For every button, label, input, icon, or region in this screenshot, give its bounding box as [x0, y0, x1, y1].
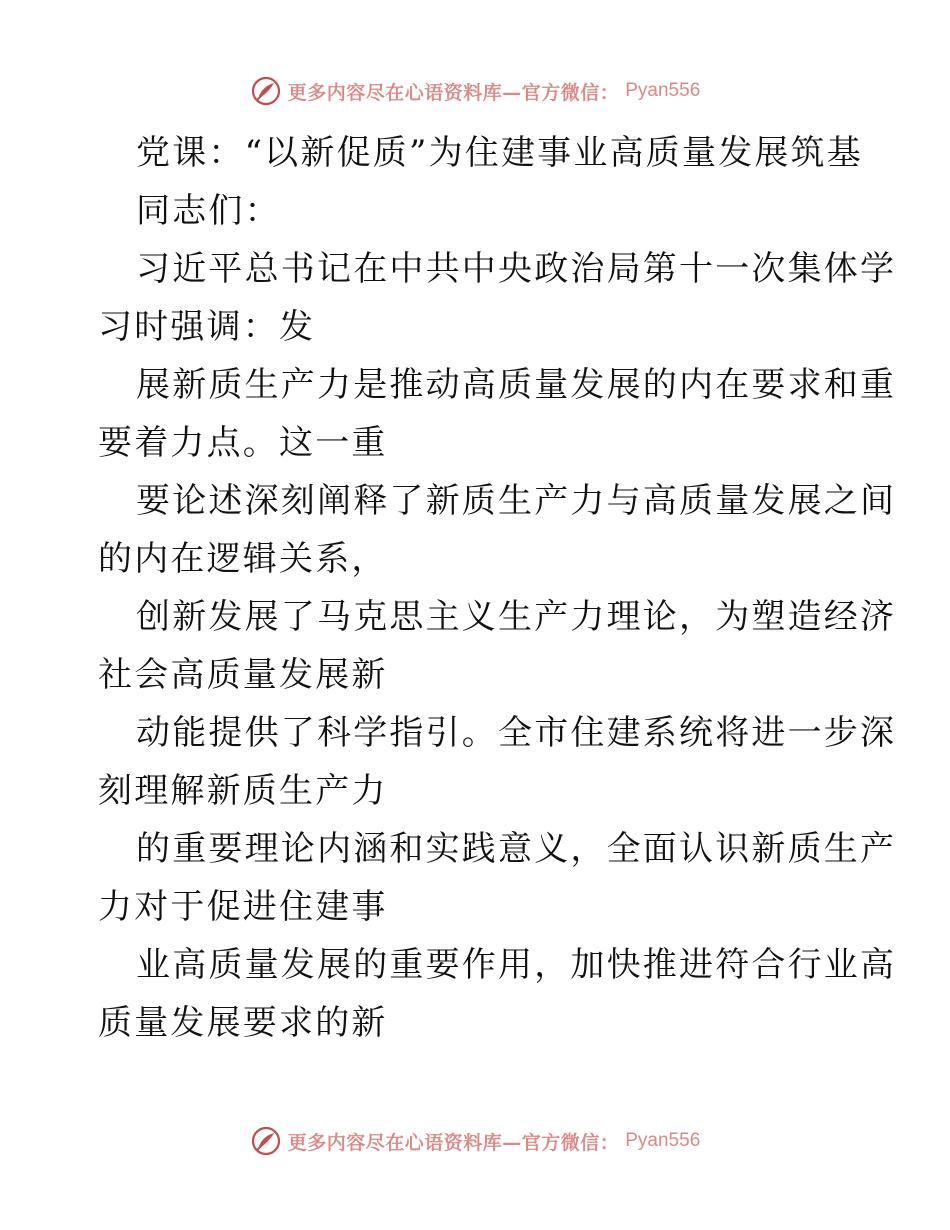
rose-pen-logo-icon [250, 1125, 282, 1157]
paragraph-line: 力对于促进住建事 [98, 887, 388, 927]
paragraph-line: 质量发展要求的新 [98, 1003, 388, 1043]
paragraph-line: 要论述深刻阐释了新质生产力与高质量发展之间 [136, 481, 897, 521]
paragraph-line: 业高质量发展的重要作用，加快推进符合行业高 [136, 945, 897, 985]
watermark-text: 更多内容尽在心语资料库—官方微信： [287, 81, 620, 104]
paragraph-line: 的内在逻辑关系， [98, 539, 388, 579]
paragraph-line: 刻理解新质生产力 [98, 771, 388, 811]
watermark-contact: Pyan556 [625, 80, 701, 101]
watermark-contact: Pyan556 [625, 1130, 701, 1151]
paragraph-line: 同志们： [136, 191, 281, 231]
watermark-text: 更多内容尽在心语资料库—官方微信： [287, 1131, 620, 1154]
paragraph-line: 社会高质量发展新 [98, 655, 388, 695]
paragraph-line: 要着力点。这一重 [98, 423, 388, 463]
paragraph-line: 习近平总书记在中共中央政治局第十一次集体学 [136, 249, 897, 289]
paragraph-line: 创新发展了马克思主义生产力理论，为塑造经济 [136, 597, 897, 637]
document-title: 党课：“以新促质”为住建事业高质量发展筑基 [136, 133, 863, 173]
paragraph-line: 展新质生产力是推动高质量发展的内在要求和重 [136, 365, 897, 405]
rose-pen-logo-icon [250, 75, 282, 107]
document-body [98, 124, 897, 1052]
paragraph-line: 动能提供了科学指引。全市住建系统将进一步深 [136, 713, 897, 753]
header-watermark [0, 71, 950, 111]
footer-watermark [0, 1121, 950, 1161]
paragraph-line: 习时强调：发 [98, 307, 316, 347]
paragraph-line: 的重要理论内涵和实践意义，全面认识新质生产 [136, 829, 897, 869]
